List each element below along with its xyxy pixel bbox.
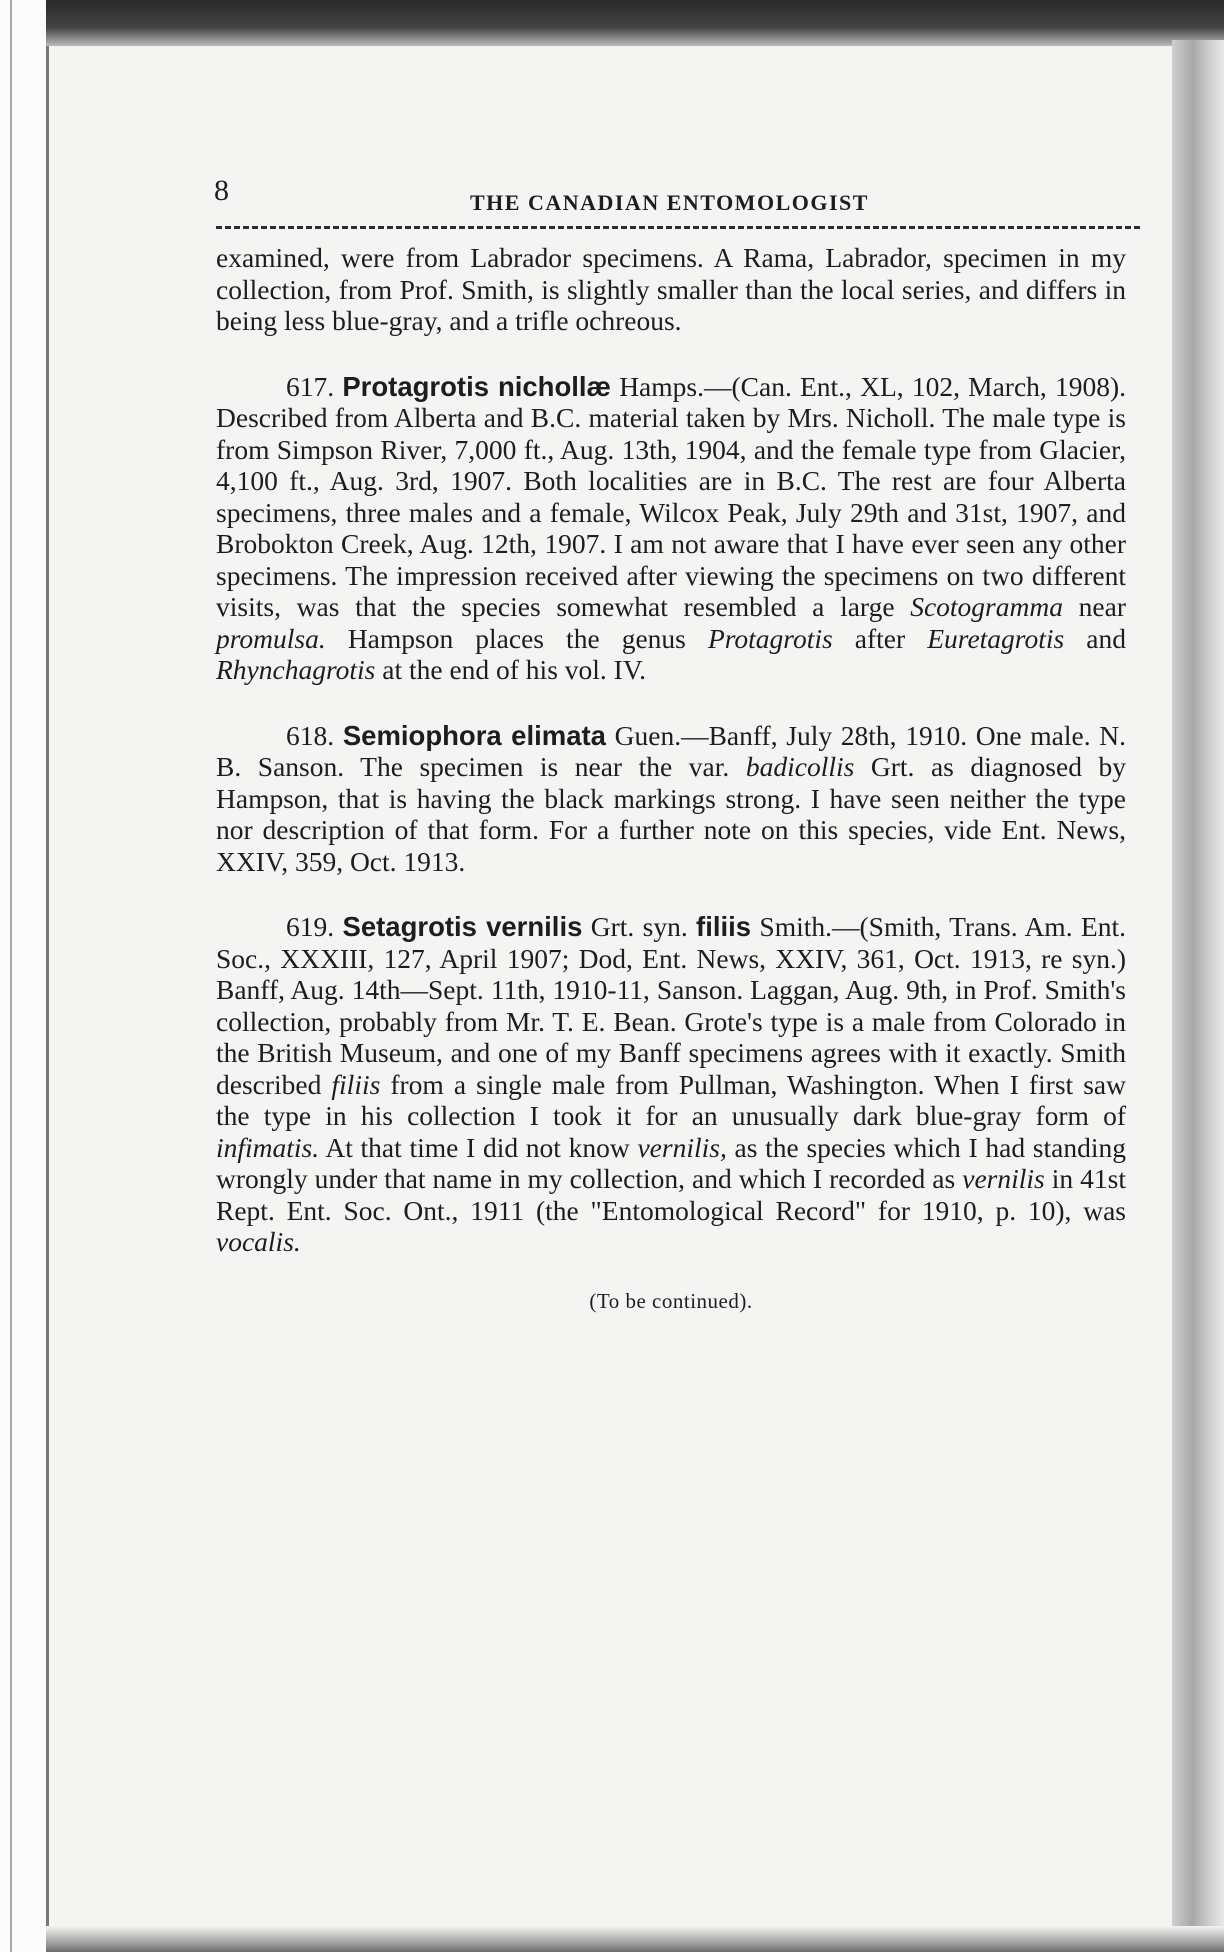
entry-text: and [1064,622,1126,654]
italic-taxon: infimatis. [216,1131,320,1163]
binding-line [10,0,12,1952]
italic-taxon: vernilis, [637,1131,727,1163]
italic-taxon: Scotogramma [910,591,1063,622]
entry-number: 617. [286,370,335,402]
entry-text: Smith.—(Smith, Trans. Am. Ent. Soc., XXXIII, 127, April 1907; Dod, Ent. News, XXIV, 361, Oct. 1913, re syn.) Banff, Aug. 14th—Sept. 11th, 1910-11, Sanson. Laggan, Aug. 9th, in Prof. Smith's collection, probably from Mr. T. E. Bean. Grote's type is a male from Colorado in the British Museum, and one of my Banff specimens agrees with it exactly. Smith described [216,911,1126,1100]
entry-text: as the species which I had standing wrongly under that name in my collection, and which I recorded as [216,1131,1126,1194]
italic-taxon: badicollis [745,751,855,782]
species-name: Protagrotis nichollæ [342,370,612,402]
species-entry-617 [216,371,1126,686]
italic-taxon: Protagrotis [707,622,833,654]
top-scan-shadow [46,0,1224,46]
species-name: Setagrotis vernilis [342,911,583,942]
entry-text: in 41st Rept. Ent. Soc. Ont., 1911 (the "Entomological Record" for 1910, p. 10), was [216,1163,1126,1226]
entry-text: after [832,622,928,654]
right-page-curl-shadow [1172,40,1224,1952]
bottom-scan-shadow [46,1926,1224,1952]
page-number: 8 [214,174,229,207]
entry-number: 619. [286,911,335,942]
entry-text: Grt. as diagnosed by Hampson, that is having the black markings strong. I have seen neither the type nor description of that form. For a further note on this species, vide Ent. News, XXIV, 359, Oct. 1913. [216,751,1126,877]
italic-taxon: vernilis [962,1163,1045,1194]
italic-taxon: Euretagrotis [927,622,1065,654]
article-body [216,242,1126,1317]
left-binding-edge [0,0,49,1952]
italic-taxon: Rhynchagrotis [216,654,376,685]
running-head [180,160,1144,218]
entry-text: Hampson places the genus [325,622,708,654]
entry-text: from a single male from Pullman, Washington. When I first saw the type in his collection I took it for an unusually dark blue-gray form of [216,1068,1126,1131]
entry-text: at the end of his vol. IV. [375,654,647,685]
species-name: Semiophora elimata [342,719,606,751]
italic-taxon: vocalis. [216,1226,301,1257]
entry-text: Hamps.—(Can. Ent., XL, 102, March, 1908). Described from Alberta and B.C. material taken by Mrs. Nicholl. The male type is from Simpson River, 7,000 ft., Aug. 13th, 1904, and the female type from Glacier, 4,100 ft., Aug. 3rd, 1907. Both localities are in B.C. The rest are four Alberta specimens, three males and a female, Wilcox Peak, July 29th and 31st, 1907, and Brobokton Creek, Aug. 12th, 1907. I am not aware that I have ever seen any other specimens. The impression received after viewing the specimens on two different visits, was that the species somewhat resembled a large [216,370,1127,622]
italic-taxon: promulsa. [216,622,326,654]
entry-text: Grt. syn. [582,911,697,942]
entry-text: Guen.—Banff, July 28th, 1910. One male. N. B. Sanson. The specimen is near the var. [216,719,1126,782]
entry-text: At that time I did not know [319,1131,638,1163]
journal-title: THE CANADIAN ENTOMOLOGIST [470,190,869,215]
journal-page [180,160,1144,1313]
intro-paragraph: examined, were from Labrador specimens. A Rama, Labrador, specimen in my collection, from Prof. Smith, is slightly smaller than the local series, and differs in being less blue-gray, and a trifle ochreous. [216,242,1126,336]
italic-taxon: filiis [331,1068,381,1100]
synonym-name: filiis [696,911,752,942]
species-entry-618 [216,720,1126,878]
species-entry-619 [216,911,1126,1258]
continued-note: (To be continued). [589,1288,753,1313]
entry-number: 618. [286,719,335,751]
entry-text: near [1062,591,1126,622]
header-rule [216,226,1140,229]
